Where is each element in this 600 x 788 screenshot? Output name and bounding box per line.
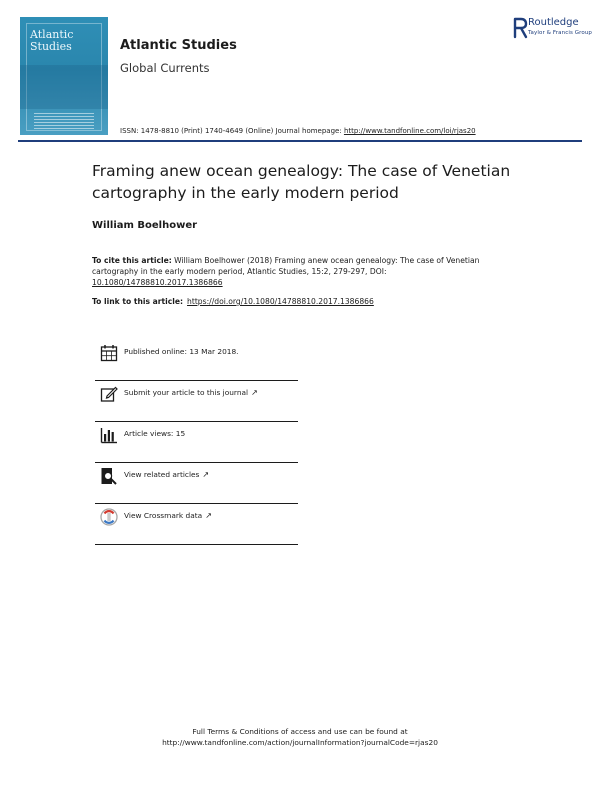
link-label: To link to this article: [92, 297, 184, 306]
footer-terms: Full Terms & Conditions of access and use can be found at [192, 727, 408, 736]
issn-line [120, 127, 476, 135]
footer [0, 726, 600, 748]
crossmark-icon [100, 508, 118, 526]
edit-icon [100, 385, 118, 403]
publisher-tagline: Taylor & Francis Group [528, 30, 593, 36]
journal-subtitle: Global Currents [120, 61, 210, 75]
journal-cover-image [20, 17, 108, 135]
citation-label: To cite this article: [92, 256, 172, 265]
issn-text: ISSN: 1478-8810 (Print) 1740-4649 (Online) Journal homepage: [120, 127, 344, 135]
related-articles-link[interactable] [124, 470, 209, 479]
item-divider [95, 544, 298, 545]
cover-title-line1: Atlantic [30, 28, 74, 41]
crossmark-link[interactable] [124, 511, 212, 520]
citation-doi-link[interactable]: 10.1080/14788810.2017.1386866 [92, 278, 223, 287]
journal-name: Atlantic Studies [120, 38, 237, 53]
cover-band [20, 65, 108, 109]
publisher-name: Routledge [528, 17, 579, 28]
cover-title [30, 29, 100, 53]
cover-title-line2: Studies [30, 40, 72, 53]
article-views-item [95, 422, 298, 463]
article-views-label: Article views: 15 [124, 429, 186, 438]
external-link-icon: ↗ [251, 388, 258, 397]
submit-article-item[interactable] [95, 381, 298, 422]
calendar-icon [100, 344, 118, 362]
related-articles-item[interactable] [95, 463, 298, 504]
external-link-icon: ↗ [205, 511, 212, 520]
submit-article-link[interactable] [124, 388, 258, 397]
article-author: William Boelhower [92, 220, 198, 231]
bar-chart-icon [100, 426, 118, 444]
published-online-item [95, 340, 298, 381]
footer-url[interactable]: http://www.tandfonline.com/action/journalInformation?journalCode=rjas20 [162, 738, 438, 747]
crossmark-item[interactable] [95, 504, 298, 545]
cover-text-lines [34, 113, 94, 131]
header-divider [18, 140, 582, 142]
link-to-article [92, 297, 374, 306]
submit-article-label: Submit your article to this journal [124, 388, 249, 397]
external-link-icon: ↗ [202, 470, 210, 479]
article-title: Framing anew ocean genealogy: The case of Venetian cartography in the early modern period [92, 162, 511, 202]
citation-text: William Boelhower (2018) Framing anew ocean genealogy: The case of Venetian cartography in the early modern period, Atlantic Studies, 15:2, 279-297, DOI: [92, 256, 480, 276]
related-articles-label: View related articles [124, 470, 200, 479]
citation-block [92, 255, 492, 288]
article-doi-url[interactable]: https://doi.org/10.1080/14788810.2017.1386866 [187, 297, 374, 306]
journal-homepage-link[interactable]: http://www.tandfonline.com/loi/rjas20 [343, 127, 476, 135]
published-online-label: Published online: 13 Mar 2018. [124, 347, 239, 356]
search-document-icon [100, 467, 118, 485]
crossmark-label: View Crossmark data [124, 511, 203, 520]
